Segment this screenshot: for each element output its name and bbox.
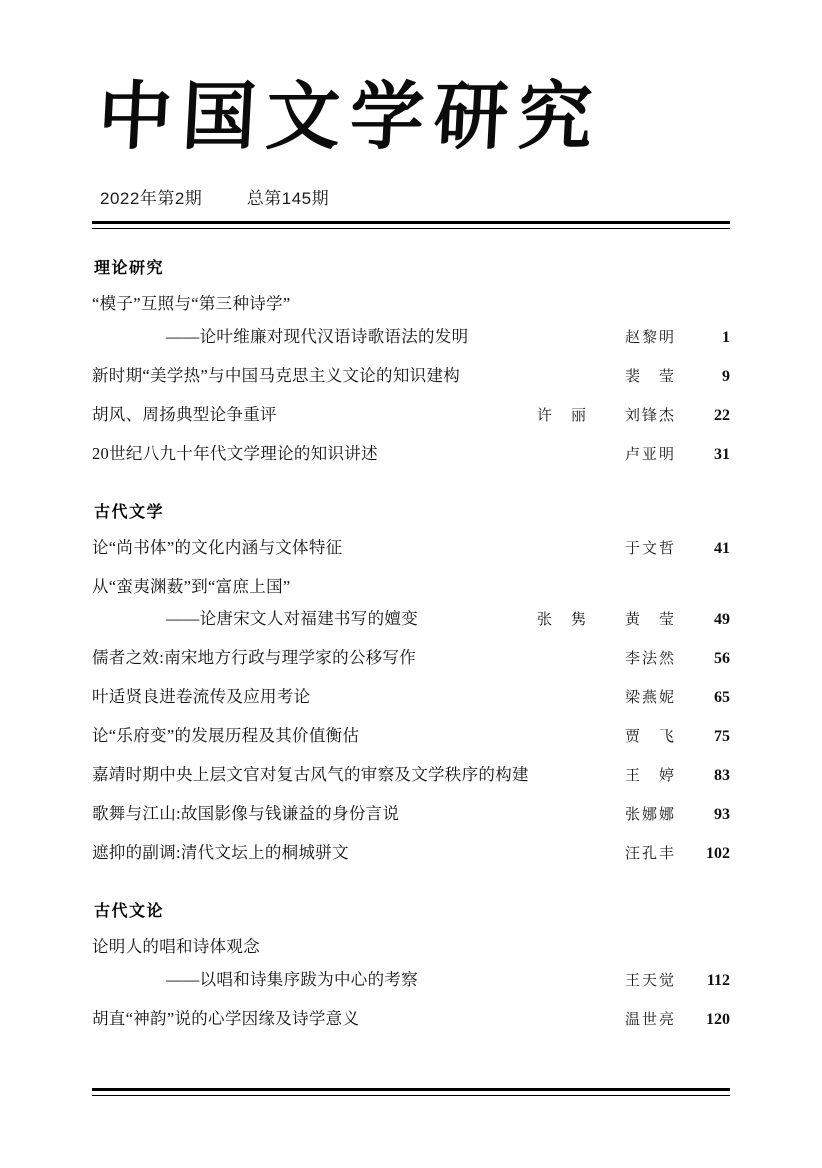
toc-entry[interactable] <box>92 685 730 710</box>
toc-entry-authors <box>588 726 676 749</box>
author-name: 贾 飞 <box>624 729 676 746</box>
toc-section <box>92 898 730 1032</box>
toc-entry-title: ——论叶维廉对现代汉语诗歌语法的发明 <box>166 326 469 346</box>
toc-entry-title: 叶适贤良进卷流传及应用考论 <box>92 687 311 707</box>
author-name: 李法然 <box>624 651 676 668</box>
toc-entry[interactable] <box>92 763 730 788</box>
issue-year: 2022年第2期 <box>100 188 203 208</box>
toc-entry[interactable] <box>92 442 730 467</box>
toc-entry-page-number: 31 <box>714 445 730 463</box>
toc-entry-authors <box>588 804 676 827</box>
author-name: 王天觉 <box>624 973 676 990</box>
toc-entry[interactable] <box>92 575 730 600</box>
issue-total: 总第145期 <box>246 188 330 208</box>
toc-section <box>92 255 730 467</box>
toc-entry-title: 嘉靖时期中央上层文官对复古风气的审察及文学秩序的构建 <box>92 765 529 785</box>
author-name: 黄 莹 <box>624 612 676 629</box>
toc-entry-page-number: 112 <box>706 972 730 990</box>
toc-entry-authors <box>500 609 676 632</box>
toc-entry-page-number: 102 <box>706 845 730 863</box>
toc-entry-page-number: 93 <box>714 806 730 824</box>
toc-entry[interactable] <box>92 364 730 389</box>
section-title: 古代文学 <box>94 501 165 521</box>
toc-entry-authors <box>500 405 676 428</box>
toc-entry-page-number: 65 <box>714 689 730 707</box>
toc-entry[interactable] <box>92 802 730 827</box>
toc-entry-title: 论“尚书体”的文化内涵与文体特征 <box>92 537 343 557</box>
toc-entry-page-number: 41 <box>714 539 730 557</box>
toc-entry[interactable] <box>92 841 730 866</box>
toc-entry-title: 20世纪八九十年代文学理论的知识讲述 <box>92 443 378 463</box>
toc-entry-title: 新时期“美学热”与中国马克思主义文论的知识建构 <box>92 365 461 385</box>
toc-entry-authors <box>588 648 676 671</box>
author-name: 张娜娜 <box>624 807 676 824</box>
toc-entry[interactable] <box>92 403 730 428</box>
author-name: 于文哲 <box>624 540 676 557</box>
toc-entry[interactable] <box>92 724 730 749</box>
toc-entry-authors <box>588 970 676 993</box>
toc-entry[interactable] <box>92 935 730 960</box>
toc-entry-page-number: 1 <box>722 328 730 346</box>
toc-entry-page-number: 9 <box>722 367 730 385</box>
toc-entry-authors <box>588 538 676 561</box>
author-name: 赵黎明 <box>624 329 676 346</box>
toc-entry-page-number: 83 <box>714 767 730 785</box>
toc-entry-title: 从“蛮夷渊薮”到“富庶上国” <box>92 576 291 596</box>
toc-entry-title: ——以唱和诗集序跋为中心的考察 <box>166 970 418 990</box>
section-title: 理论研究 <box>94 257 165 277</box>
toc-entry-page-number: 56 <box>714 650 730 668</box>
section-title: 古代文论 <box>94 901 165 921</box>
toc-entry[interactable] <box>92 536 730 561</box>
toc-entry[interactable] <box>92 646 730 671</box>
toc-entry-page-number: 75 <box>714 728 730 746</box>
toc-entry-title: 儒者之效:南宋地方行政与理学家的公移写作 <box>92 648 417 668</box>
issue-line <box>100 184 730 209</box>
toc-entry-title: 胡风、周扬典型论争重评 <box>92 404 277 424</box>
toc-entry-authors <box>588 327 676 350</box>
toc-entry-title: 遮抑的副调:清代文坛上的桐城骈文 <box>92 843 349 863</box>
toc-section <box>92 499 730 867</box>
toc-entry-title: 胡直“神韵”说的心学因缘及诗学意义 <box>92 1009 360 1029</box>
author-name: 王 婷 <box>624 768 676 785</box>
toc-entry-title: ——论唐宋文人对福建书写的嬗变 <box>166 609 418 629</box>
author-name: 许 丽 <box>536 407 588 424</box>
toc-entry-authors <box>588 687 676 710</box>
toc-entry-title: 论明人的唱和诗体观念 <box>92 937 260 957</box>
toc-entry-authors <box>588 765 676 788</box>
toc-entry-page-number: 49 <box>714 611 730 629</box>
toc-entry-authors <box>588 843 676 866</box>
toc-entry[interactable] <box>92 607 730 632</box>
journal-title: 中国文学研究 <box>95 74 605 160</box>
toc-entry-page-number: 120 <box>706 1011 730 1029</box>
header-divider <box>92 221 730 229</box>
toc-entry-title: “模子”互照与“第三种诗学” <box>92 293 291 313</box>
toc-entry-authors <box>588 1009 676 1032</box>
author-name: 裴 莹 <box>624 368 676 385</box>
table-of-contents <box>92 255 730 1032</box>
footer-divider <box>92 1088 730 1096</box>
toc-entry-title: 论“乐府变”的发展历程及其价值衡估 <box>92 726 360 746</box>
author-name: 汪孔丰 <box>624 846 676 863</box>
author-name: 温世亮 <box>624 1012 676 1029</box>
toc-entry-authors <box>588 444 676 467</box>
author-name: 刘锋杰 <box>624 407 676 424</box>
toc-entry[interactable] <box>92 968 730 993</box>
toc-entry[interactable] <box>92 325 730 350</box>
toc-entry[interactable] <box>92 1007 730 1032</box>
toc-entry[interactable] <box>92 292 730 317</box>
author-name: 卢亚明 <box>624 446 676 463</box>
author-name: 梁燕妮 <box>624 690 676 707</box>
toc-entry-page-number: 22 <box>714 406 730 424</box>
toc-entry-authors <box>588 366 676 389</box>
toc-entry-title: 歌舞与江山:故国影像与钱谦益的身份言说 <box>92 804 400 824</box>
author-name: 张 隽 <box>536 612 588 629</box>
